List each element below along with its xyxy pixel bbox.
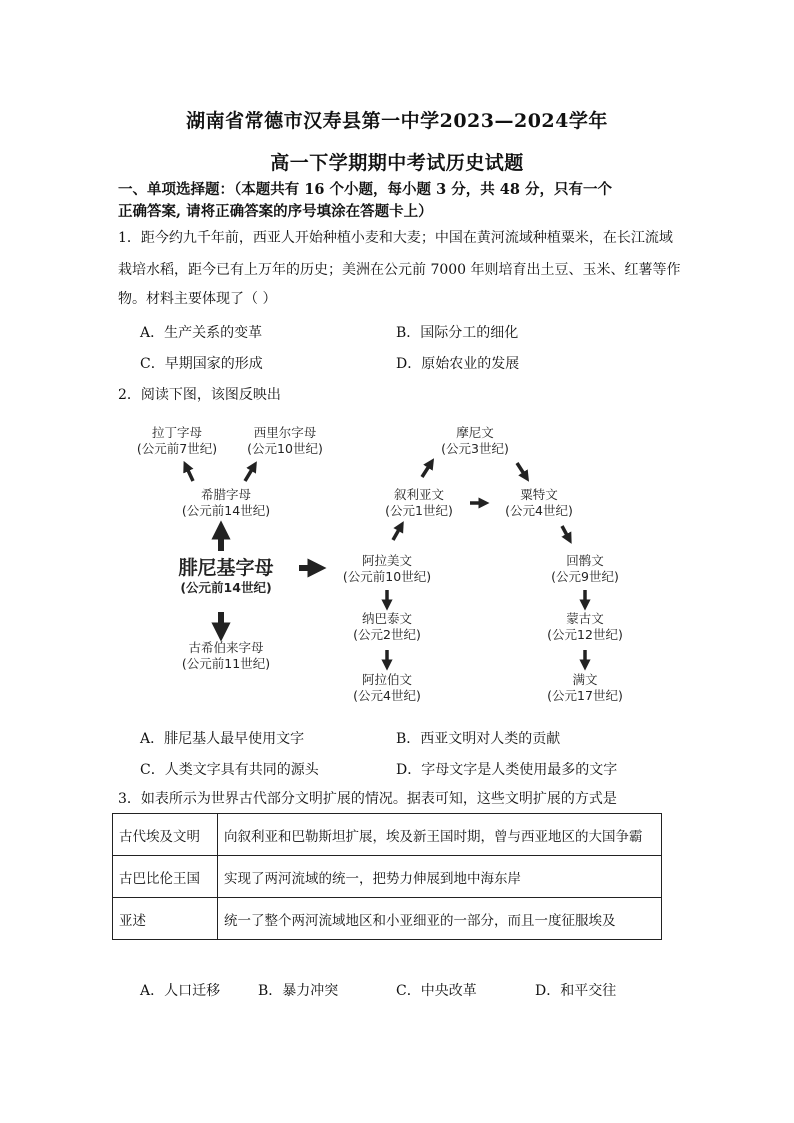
q2-stem: 2．阅读下图，该图反映出	[118, 387, 281, 403]
q1-option-a: A．生产关系的变革	[140, 325, 263, 341]
node-hebrew: 古希伯来字母 (公元前11世纪)	[181, 640, 271, 671]
node-arabic: 阿拉伯文 (公元4世纪)	[353, 672, 421, 703]
section-heading-line1: 一、单项选择题：（本题共有 16 个小题，每小题 3 分，共 48 分，只有一个	[118, 181, 612, 198]
arrow-greek-to-cyrillic	[245, 466, 254, 481]
arrow-manichaean-to-sogdian	[517, 463, 526, 477]
q1-option-b: B．国际分工的细化	[396, 325, 519, 341]
node-latin: 拉丁字母 (公元前7世纪)	[136, 425, 218, 456]
node-sogdian: 粟特文 (公元4世纪)	[505, 487, 573, 518]
node-manichaean: 摩尼文 (公元3世纪)	[441, 425, 509, 456]
q3-stem: 3．如表所示为世界古代部分文明扩展的情况。据表可知，这些文明扩展的方式是	[118, 791, 617, 807]
exam-title-line2: 高一下学期期中考试历史试题	[270, 152, 524, 174]
node-cyrillic: 西里尔字母 (公元10世纪)	[247, 425, 323, 456]
q2-option-d: D．字母文字是人类使用最多的文字	[396, 762, 618, 778]
civilization-expansion-table	[112, 813, 662, 940]
table-cell-civilization: 亚述	[113, 898, 218, 940]
q3-option-a: A．人口迁移	[140, 983, 221, 999]
q2-option-b: B．西亚文明对人类的贡献	[396, 731, 561, 747]
arrow-aramaic-to-syriac	[393, 526, 401, 540]
node-mongolian: 蒙古文 (公元12世纪)	[547, 611, 623, 642]
node-greek: 希腊字母 (公元前14世纪)	[181, 487, 271, 518]
q1-stem-line3: 物。材料主要体现了（ ）	[118, 291, 277, 307]
q2-option-c: C．人类文字具有共同的源头	[140, 762, 319, 778]
node-manchu: 满文 (公元17世纪)	[547, 672, 623, 703]
q3-option-b: B．暴力冲突	[258, 983, 339, 999]
table-cell-civilization: 古巴比伦王国	[113, 856, 218, 898]
node-aramaic: 阿拉美文 (公元前10世纪)	[342, 553, 432, 584]
table-cell-civilization: 古代埃及文明	[113, 814, 218, 856]
node-phoenician: 腓尼基字母 (公元前14世纪)	[178, 557, 274, 595]
table-cell-description: 实现了两河流域的统一，把势力伸展到地中海东岸	[218, 856, 662, 898]
node-nabataean: 纳巴泰文 (公元2世纪)	[353, 611, 421, 642]
q1-stem-line2: 栽培水稻，距今已有上万年的历史；美洲在公元前 7000 年则培育出土豆、玉米、红薯等作	[118, 262, 681, 278]
q3-option-c: C．中央改革	[396, 983, 477, 999]
arrow-greek-to-latin	[186, 466, 193, 481]
q2-option-a: A．腓尼基人最早使用文字	[140, 731, 305, 747]
arrow-sogdian-to-uyghur	[562, 526, 569, 539]
table-row	[113, 898, 662, 940]
q3-option-d: D．和平交往	[535, 983, 617, 999]
table-cell-description: 统一了整个两河流域地区和小亚细亚的一部分，而且一度征服埃及	[218, 898, 662, 940]
table-cell-description: 向叙利亚和巴勒斯坦扩展，埃及新王国时期，曾与西亚地区的大国争霸	[218, 814, 662, 856]
arrow-syriac-to-manichaean	[422, 463, 431, 477]
exam-title-line1: 湖南省常德市汉寿县第一中学2023—2024学年	[186, 110, 608, 132]
section-heading-line2: 正确答案, 请将正确答案的序号填涂在答题卡上）	[118, 203, 433, 220]
node-uyghur: 回鹘文 (公元9世纪)	[551, 553, 619, 584]
q1-stem-line1: 1．距今约九千年前，西亚人开始种植小麦和大麦；中国在黄河流域种植粟米，在长江流域	[118, 230, 673, 246]
q1-option-d: D．原始农业的发展	[396, 356, 520, 372]
table-row	[113, 856, 662, 898]
table-row	[113, 814, 662, 856]
node-syriac: 叙利亚文 (公元1世纪)	[385, 487, 453, 518]
q1-option-c: C．早期国家的形成	[140, 356, 263, 372]
